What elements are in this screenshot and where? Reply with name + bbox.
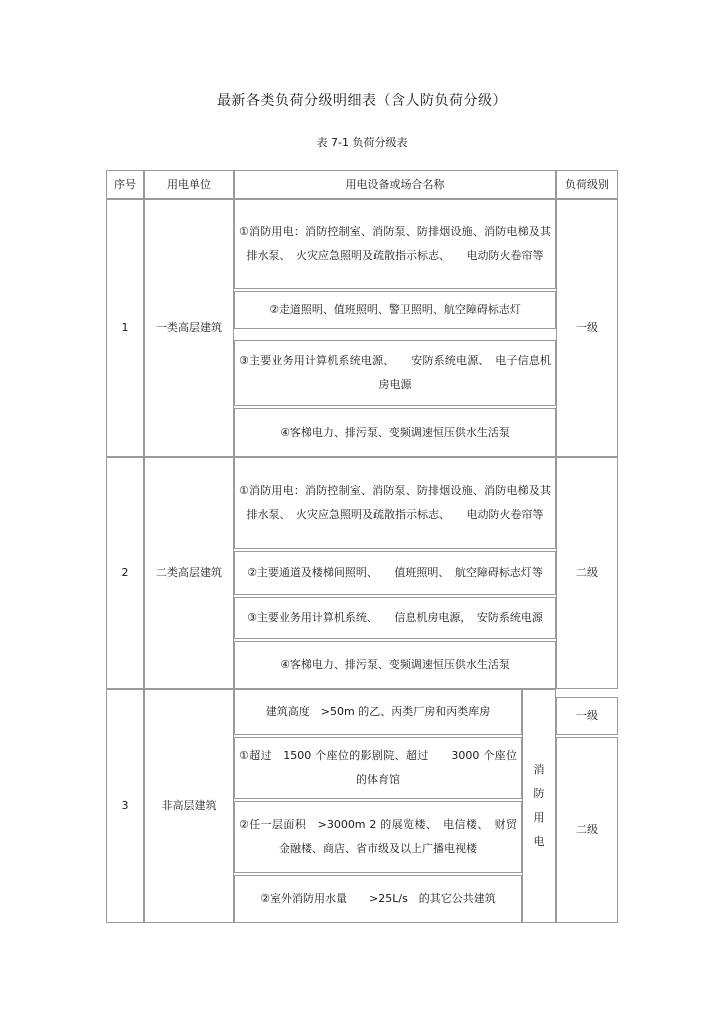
document-title: 最新各类负荷分级明细表（含人防负荷分级） <box>217 93 507 109</box>
group2-seq: 2 <box>106 457 144 689</box>
note-char-3: 用 <box>533 811 545 824</box>
group1-item-3: ③主要业务用计算机系统电源、 安防系统电源、 电子信息机房电源 <box>234 340 556 406</box>
group3-item-4: ②室外消防用水量 >25L/s 的其它公共建筑 <box>234 875 522 923</box>
note-char-1: 消 <box>533 763 545 776</box>
note-char-4: 电 <box>533 835 545 848</box>
group1-item-4: ④客梯电力、排污泵、变频调速恒压供水生活泵 <box>234 408 556 457</box>
note-char-2: 防 <box>533 787 545 800</box>
group1-item-2: ②走道照明、值班照明、警卫照明、航空障碍标志灯 <box>234 291 556 329</box>
group3-seq: 3 <box>106 689 144 923</box>
group2-unit: 二类高层建筑 <box>144 457 234 689</box>
group3-level-bottom: 二级 <box>556 737 618 923</box>
group3-fire-power-note <box>522 689 556 923</box>
group2-item-4: ④客梯电力、排污泵、变频调速恒压供水生活泵 <box>234 641 556 689</box>
group2-item-2: ②主要通道及楼梯间照明、 值班照明、 航空障碍标志灯等 <box>234 551 556 595</box>
table-caption: 表 7-1 负荷分级表 <box>316 136 408 149</box>
group1-seq: 1 <box>106 199 144 457</box>
group2-item-1: ①消防用电：消防控制室、消防泵、防排烟设施、消防电梯及其排水泵、 火灾应急照明及疏散指示标志、 电动防火卷帘等 <box>234 457 556 549</box>
header-seq: 序号 <box>106 170 144 199</box>
group3-item-2: ①超过 1500 个座位的影剧院、超过 3000 个座位的体育馆 <box>234 737 522 799</box>
group1-level: 一级 <box>556 199 618 457</box>
group2-level: 二级 <box>556 457 618 689</box>
group1-unit: 一类高层建筑 <box>144 199 234 457</box>
group2-item-3: ③主要业务用计算机系统、 信息机房电源， 安防系统电源 <box>234 597 556 639</box>
group3-level-top: 一级 <box>556 697 618 735</box>
group3-item-3: ②任一层面积 >3000m 2 的展览楼、 电信楼、 财贸金融楼、商店、省市级及以上广播电视楼 <box>234 801 522 873</box>
header-unit: 用电单位 <box>144 170 234 199</box>
header-equipment: 用电设备或场合名称 <box>234 170 556 199</box>
header-level: 负荷级别 <box>556 170 618 199</box>
group1-item-1: ①消防用电：消防控制室、消防泵、防排烟设施、消防电梯及其排水泵、 火灾应急照明及疏散指示标志、 电动防火卷帘等 <box>234 199 556 289</box>
group3-item-1: 建筑高度 >50m 的乙、丙类厂房和丙类库房 <box>234 689 522 735</box>
group3-unit: 非高层建筑 <box>144 689 234 923</box>
